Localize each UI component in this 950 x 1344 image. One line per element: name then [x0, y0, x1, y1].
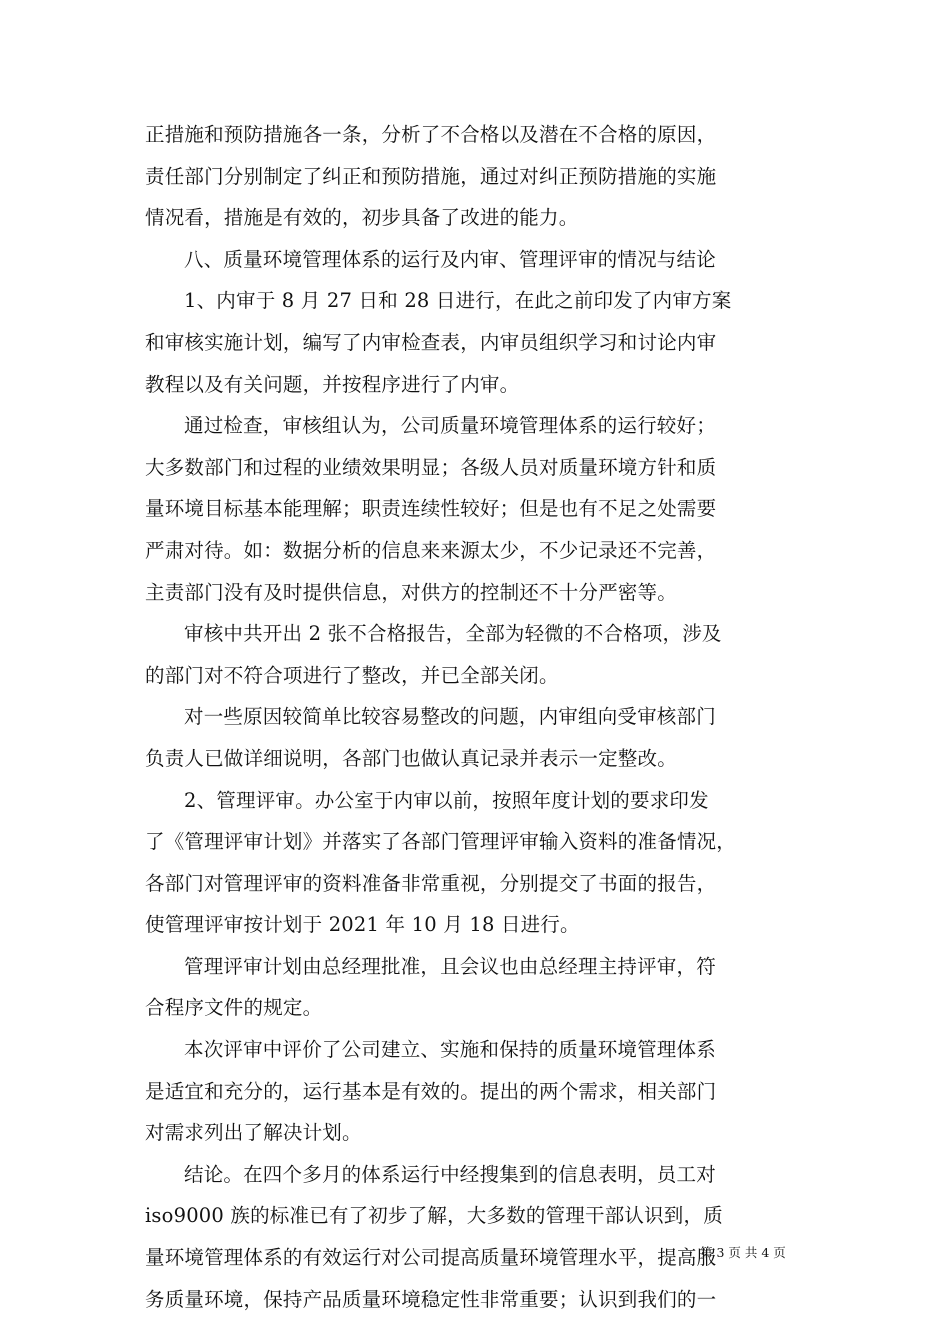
text-line: 大多数部门和过程的业绩效果明显；各级人员对质量环境方针和质	[145, 455, 717, 479]
text-line: 教程以及有关问题，并按程序进行了内审。	[145, 372, 520, 396]
text-line: 责任部门分别制定了纠正和预防措施，通过对纠正预防措施的实施	[145, 164, 717, 188]
page-number: 第 3 页 共 4 页	[700, 1245, 786, 1260]
text-line: 正措施和预防措施各一条，分析了不合格以及潜在不合格的原因，	[145, 123, 717, 146]
text-line: 了《管理评审计划》并落实了各部门管理评审输入资料的准备情况，	[145, 830, 737, 854]
text-line: iso9000 族的标准已有了初步了解，大多数的管理干部认识到，质	[145, 1204, 723, 1228]
text-line: 对需求列出了解决计划。	[145, 1121, 362, 1145]
text-line: 情况看，措施是有效的，初步具备了改进的能力。	[145, 206, 579, 230]
text-line: 通过检查，审核组认为，公司质量环境管理体系的运行较好；	[184, 414, 716, 438]
text-line: 的部门对不符合项进行了整改，并已全部关闭。	[145, 663, 559, 687]
text-line: 务质量环境，保持产品质量环境稳定性非常重要；认识到我们的一	[145, 1287, 717, 1311]
text-line: 八、质量环境管理体系的运行及内审、管理评审的情况与结论	[184, 247, 716, 271]
text-line: 量环境管理体系的有效运行对公司提高质量环境管理水平，提高服	[145, 1246, 717, 1270]
text-line: 是适宜和充分的，运行基本是有效的。提出的两个需求，相关部门	[145, 1079, 717, 1103]
text-line: 量环境目标基本能理解；职责连续性较好；但是也有不足之处需要	[145, 497, 717, 521]
text-line: 结论。在四个多月的体系运行中经搜集到的信息表明，员工对	[184, 1162, 716, 1186]
text-line: 各部门对管理评审的资料准备非常重视，分别提交了书面的报告，	[145, 871, 717, 895]
text-line: 对一些原因较简单比较容易整改的问题，内审组向受审核部门	[184, 705, 716, 729]
text-line: 严肃对待。如：数据分析的信息来来源太少，不少记录还不完善，	[145, 538, 717, 562]
text-line: 主责部门没有及时提供信息，对供方的控制还不十分严密等。	[145, 580, 677, 604]
text-line: 审核中共开出 2 张不合格报告，全部为轻微的不合格项，涉及	[184, 622, 722, 646]
text-line: 本次评审中评价了公司建立、实施和保持的质量环境管理体系	[184, 1038, 716, 1062]
text-line: 1、内审于 8 月 27 日和 28 日进行，在此之前印发了内审方案	[184, 289, 732, 313]
text-line: 合程序文件的规定。	[145, 996, 323, 1020]
text-line: 使管理评审按计划于 2021 年 10 月 18 日进行。	[145, 913, 580, 937]
text-line: 负责人已做详细说明，各部门也做认真记录并表示一定整改。	[145, 746, 677, 770]
text-line: 2、管理评审。办公室于内审以前，按照年度计划的要求印发	[184, 788, 709, 812]
document-body	[145, 114, 810, 1320]
text-line: 管理评审计划由总经理批准，且会议也由总经理主持评审，符	[184, 954, 716, 978]
text-line: 和审核实施计划，编写了内审检查表，内审员组织学习和讨论内审	[145, 330, 717, 354]
